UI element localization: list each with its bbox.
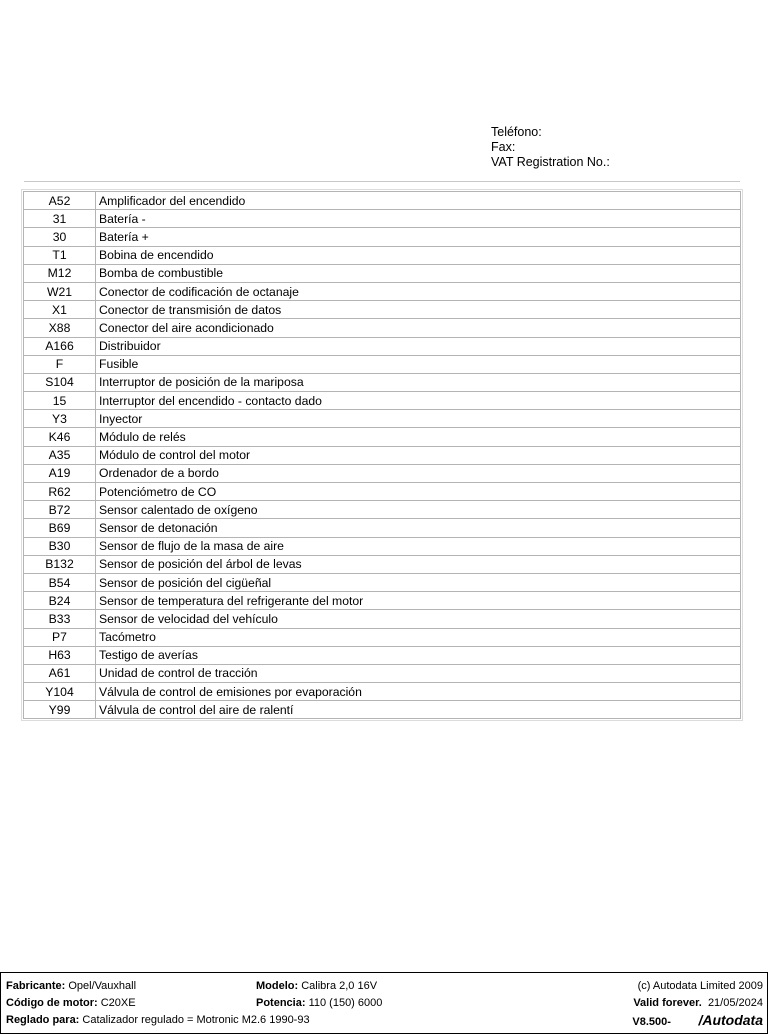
phone-label: Teléfono: <box>491 125 542 139</box>
footer-publisher-info <box>632 978 763 1031</box>
component-description: Módulo de control del motor <box>96 447 740 465</box>
footer-model-info <box>256 978 382 1012</box>
component-description: Batería + <box>96 228 740 246</box>
component-description: Sensor calentado de oxígeno <box>96 501 740 519</box>
component-description: Conector de transmisión de datos <box>96 301 740 319</box>
component-code: A52 <box>24 192 96 210</box>
fax-label: Fax: <box>491 140 516 154</box>
legend-row <box>24 556 740 574</box>
component-description: Conector de codificación de octanaje <box>96 283 740 301</box>
component-code: Y104 <box>24 683 96 701</box>
component-code: F <box>24 356 96 374</box>
component-description: Sensor de detonación <box>96 519 740 537</box>
component-description: Ordenador de a bordo <box>96 465 740 483</box>
legend-row <box>24 519 740 537</box>
component-description: Sensor de temperatura del refrigerante del motor <box>96 592 740 610</box>
header-divider <box>24 181 740 182</box>
legend-row <box>24 356 740 374</box>
legend-row <box>24 665 740 683</box>
component-code: 15 <box>24 392 96 410</box>
legend-row <box>24 683 740 701</box>
component-code: A35 <box>24 447 96 465</box>
version: V8.500- <box>632 1016 671 1028</box>
component-description: Bomba de combustible <box>96 265 740 283</box>
component-code: B30 <box>24 538 96 556</box>
component-code: 31 <box>24 210 96 228</box>
tuned-for-label: Reglado para: <box>6 1014 80 1026</box>
component-legend-table <box>23 191 741 719</box>
component-description: Amplificador del encendido <box>96 192 740 210</box>
component-description: Batería - <box>96 210 740 228</box>
legend-row <box>24 410 740 428</box>
legend-row <box>24 647 740 665</box>
component-description: Sensor de flujo de la masa de aire <box>96 538 740 556</box>
legend-row <box>24 210 740 228</box>
component-code: X1 <box>24 301 96 319</box>
power-label: Potencia: <box>256 997 306 1009</box>
component-code: H63 <box>24 647 96 665</box>
component-description: Unidad de control de tracción <box>96 665 740 683</box>
component-code: S104 <box>24 374 96 392</box>
legend-row <box>24 501 740 519</box>
legend-row <box>24 338 740 356</box>
component-description: Conector del aire acondicionado <box>96 319 740 337</box>
legend-row <box>24 374 740 392</box>
date: 21/05/2024 <box>707 997 763 1009</box>
legend-row <box>24 192 740 210</box>
component-code: B132 <box>24 556 96 574</box>
model-label: Modelo: <box>256 980 299 992</box>
component-description: Distribuidor <box>96 338 740 356</box>
legend-row <box>24 247 740 265</box>
component-code: K46 <box>24 428 96 446</box>
component-description: Válvula de control de emisiones por evaporación <box>96 683 740 701</box>
legend-row <box>24 428 740 446</box>
component-description: Válvula de control del aire de ralentí <box>99 702 294 717</box>
component-code: B54 <box>24 574 96 592</box>
component-description: Interruptor del encendido - contacto dado <box>96 392 740 410</box>
vat-label: VAT Registration No.: <box>491 155 610 169</box>
component-description: Sensor de velocidad del vehículo <box>96 610 740 628</box>
legend-row <box>24 592 740 610</box>
component-code: A19 <box>24 465 96 483</box>
model-value: Calibra 2,0 16V <box>301 980 378 992</box>
engine-code-value: C20XE <box>100 997 136 1009</box>
legend-row <box>24 228 740 246</box>
component-code: Y99 <box>24 701 96 718</box>
component-code: A61 <box>24 665 96 683</box>
component-description: Sensor de posición del cigüeñal <box>96 574 740 592</box>
component-description: Bobina de encendido <box>96 247 740 265</box>
engine-code-label: Código de motor: <box>6 997 98 1009</box>
component-code: 30 <box>24 228 96 246</box>
component-code: B24 <box>24 592 96 610</box>
tuned-for-value: Catalizador regulado = Motronic M2.6 1990-93 <box>82 1014 310 1026</box>
autodata-logo: /Autodata <box>698 1012 763 1028</box>
legend-row <box>24 483 740 501</box>
copyright: (c) Autodata Limited 2009 <box>637 980 763 992</box>
component-description: Tacómetro <box>96 629 740 647</box>
component-description: Potenciómetro de CO <box>96 483 740 501</box>
component-code: P7 <box>24 629 96 647</box>
component-code: M12 <box>24 265 96 283</box>
valid-label: Valid forever. <box>633 997 702 1009</box>
legend-row <box>24 283 740 301</box>
contact-block <box>491 125 610 170</box>
component-code: B72 <box>24 501 96 519</box>
component-code: X88 <box>24 319 96 337</box>
legend-row <box>24 447 740 465</box>
legend-row <box>24 465 740 483</box>
component-code: B69 <box>24 519 96 537</box>
legend-row <box>24 392 740 410</box>
component-code: Y3 <box>24 410 96 428</box>
component-description: Testigo de averías <box>96 647 740 665</box>
footer <box>0 972 768 1034</box>
manufacturer-value: Opel/Vauxhall <box>68 980 137 992</box>
legend-row <box>24 610 740 628</box>
component-code: T1 <box>24 247 96 265</box>
component-code: R62 <box>24 483 96 501</box>
component-code: B33 <box>24 610 96 628</box>
component-code: A166 <box>24 338 96 356</box>
legend-row <box>24 574 740 592</box>
component-description: Fusible <box>96 356 740 374</box>
legend-row <box>24 265 740 283</box>
power-value: 110 (150) 6000 <box>308 997 383 1009</box>
manufacturer-label: Fabricante: <box>6 980 66 992</box>
component-description: Inyector <box>96 410 740 428</box>
component-code: W21 <box>24 283 96 301</box>
component-description: Módulo de relés <box>96 428 740 446</box>
legend-row <box>24 701 740 718</box>
component-description: Interruptor de posición de la mariposa <box>96 374 740 392</box>
legend-row <box>24 319 740 337</box>
component-description: Sensor de posición del árbol de levas <box>96 556 740 574</box>
legend-row <box>24 538 740 556</box>
legend-row <box>24 301 740 319</box>
legend-row <box>24 629 740 647</box>
